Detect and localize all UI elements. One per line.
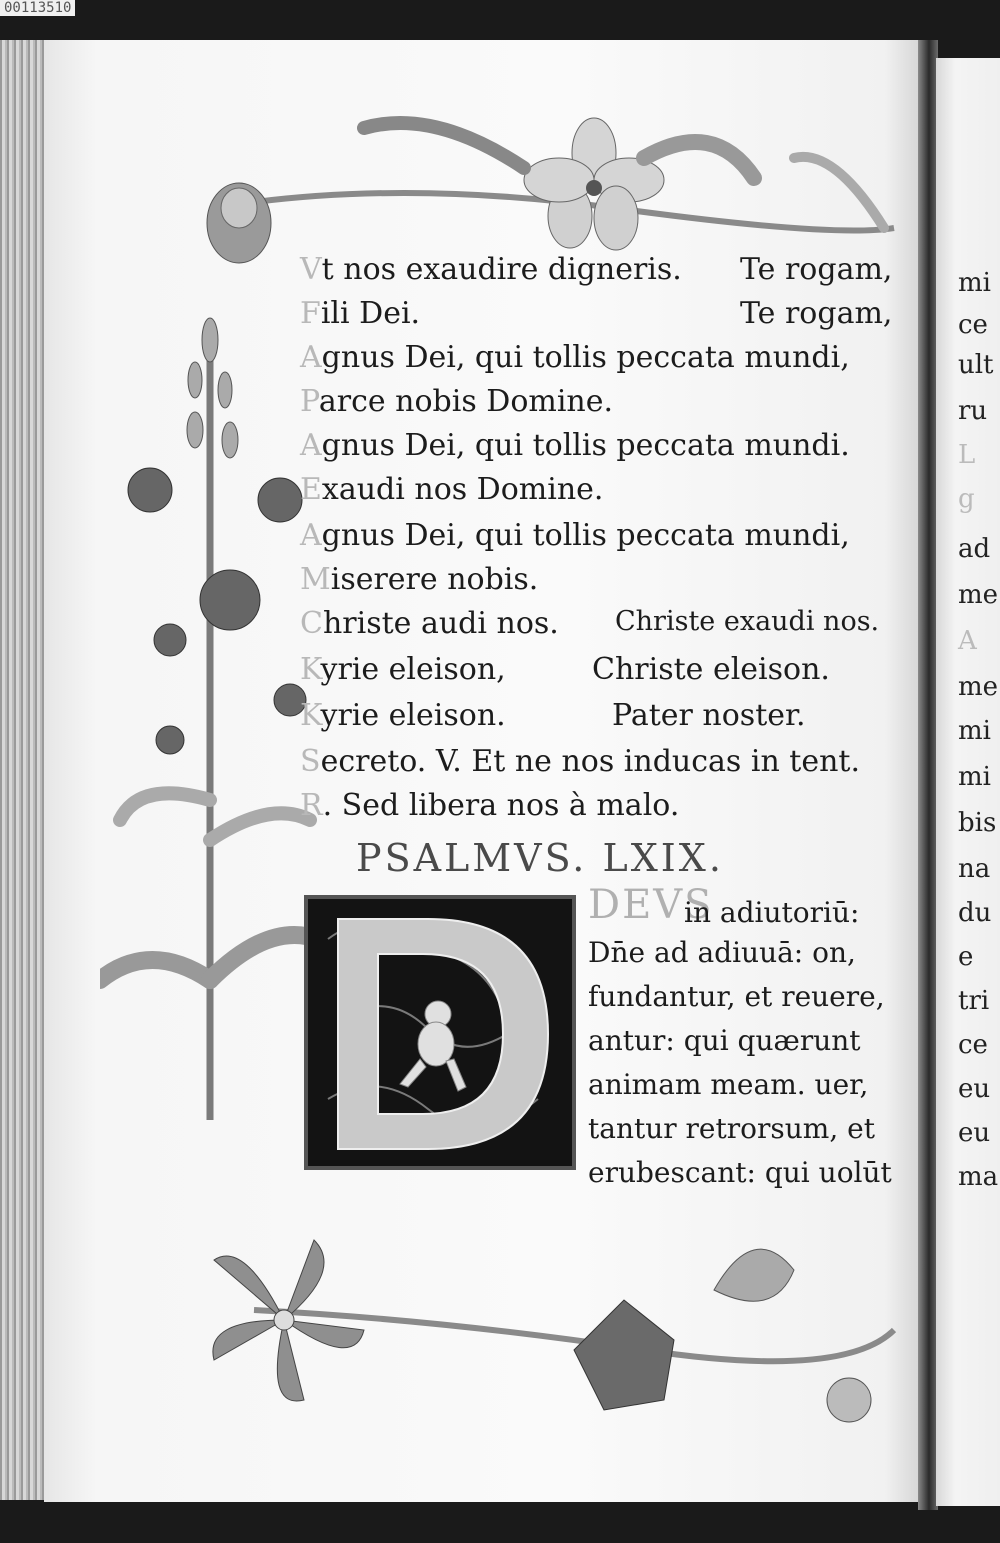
psalm-line: in adiutoriū: xyxy=(684,896,860,929)
facing-page xyxy=(936,58,1000,1506)
facing-fragment: ult xyxy=(958,350,994,380)
bottom-floral-border xyxy=(194,1210,914,1460)
text-line: Parce nobis Domine. xyxy=(300,384,614,419)
facing-fragment: A xyxy=(958,626,977,656)
facing-fragment: mi xyxy=(958,268,991,298)
facing-fragment: ce xyxy=(958,310,988,340)
initial-capital: R xyxy=(300,788,323,823)
facing-fragment: bis xyxy=(958,808,997,838)
text-line-second: Te rogam, xyxy=(740,252,893,287)
psalm-line: fundantur, et reuere, xyxy=(588,980,885,1013)
psalm-line: Dn̄e ad adiuuā: on, xyxy=(588,936,856,969)
initial-capital: F xyxy=(300,296,321,331)
image-id-label: 00113510 xyxy=(0,0,75,16)
facing-fragment: e xyxy=(958,942,974,972)
page-edges xyxy=(0,40,46,1500)
text-line-second: Pater noster. xyxy=(612,698,806,733)
text-line: Exaudi nos Domine. xyxy=(300,472,604,507)
initial-capital: S xyxy=(300,744,321,779)
psalm-line: tantur retrorsum, et xyxy=(588,1112,875,1145)
book-gutter xyxy=(918,40,938,1510)
text-line: Kyrie eleison. xyxy=(300,698,506,733)
facing-fragment: mi xyxy=(958,716,991,746)
text-line: Agnus Dei, qui tollis peccata mundi, xyxy=(300,340,850,375)
initial-capital: M xyxy=(300,562,331,597)
facing-fragment: ad xyxy=(958,534,991,564)
text-line: Fili Dei. xyxy=(300,296,421,331)
initial-d-ornament xyxy=(308,899,572,1166)
text-line: Kyrie eleison, xyxy=(300,652,506,687)
psalm-line: animam meam. uer, xyxy=(588,1068,869,1101)
facing-fragment: eu xyxy=(958,1074,991,1104)
initial-capital: E xyxy=(300,472,322,507)
text-line-second: Christe exaudi nos. xyxy=(615,606,880,637)
initial-capital: A xyxy=(300,340,322,375)
text-line: Secreto. V. Et ne nos inducas in tent. xyxy=(300,744,861,779)
facing-fragment: eu xyxy=(958,1118,991,1148)
initial-capital: A xyxy=(300,428,322,463)
facing-fragment: ma xyxy=(958,1162,999,1192)
facing-fragment: ru xyxy=(958,396,988,426)
text-line-second: Christe eleison. xyxy=(592,652,830,687)
text-line: Agnus Dei, qui tollis peccata mundi. xyxy=(300,428,850,463)
initial-capital: A xyxy=(300,518,322,553)
facing-fragment: mi xyxy=(958,762,991,792)
facing-fragment: du xyxy=(958,898,992,928)
text-line: Christe audi nos. xyxy=(300,606,559,641)
facing-fragment: me xyxy=(958,672,999,702)
initial-capital: K xyxy=(300,652,321,687)
text-line: Miserere nobis. xyxy=(300,562,539,597)
text-line-second: Te rogam, xyxy=(740,296,893,331)
initial-capital: V xyxy=(300,252,322,287)
initial-capital: C xyxy=(300,606,323,641)
facing-fragment: na xyxy=(958,854,991,884)
psalm-line: erubescant: qui uolūt xyxy=(588,1156,892,1189)
top-floral-border xyxy=(194,88,914,278)
psalm-heading: PSALMVS. LXIX. xyxy=(356,836,724,880)
facing-fragment: g xyxy=(958,484,975,514)
initial-capital: P xyxy=(300,384,319,419)
text-line: Agnus Dei, qui tollis peccata mundi, xyxy=(300,518,850,553)
psalm-incipit: DEVS xyxy=(588,882,714,928)
initial-capital: K xyxy=(300,698,321,733)
facing-fragment: tri xyxy=(958,986,990,1016)
facing-fragment: me xyxy=(958,580,999,610)
text-line: Vt nos exaudire digneris. xyxy=(300,252,682,287)
psalm-line: antur: qui quærunt xyxy=(588,1024,861,1057)
illuminated-initial-d xyxy=(304,895,576,1170)
text-line: R. Sed libera nos à malo. xyxy=(300,788,680,823)
facing-fragment: ce xyxy=(958,1030,988,1060)
facing-fragment: L xyxy=(958,440,976,470)
